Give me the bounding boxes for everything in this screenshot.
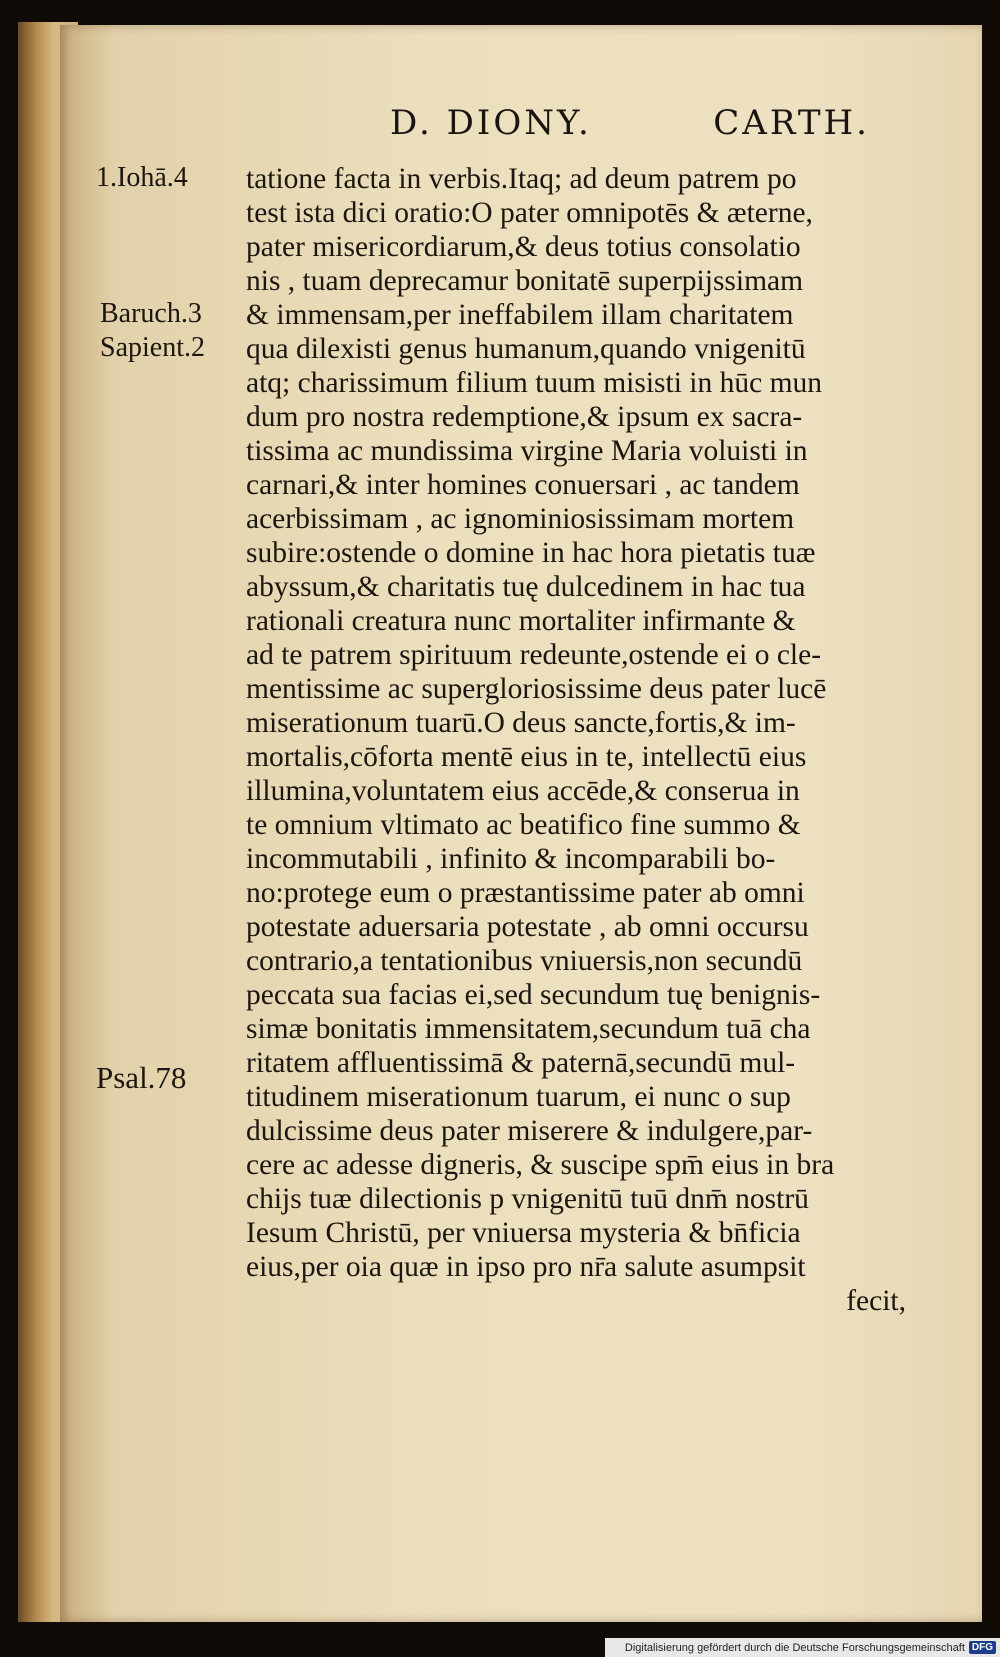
text-line: ad te patrem spirituum redeunte,ostende ei o cle- [246,639,822,671]
catchword: fecit, [846,1285,906,1317]
text-line: qua dilexisti genus humanum,quando vnigenitū [246,333,806,365]
text-line: acerbissimam , ac ignominiosissimam mortem [246,503,795,535]
running-head-left: D. DIONY. [390,103,592,143]
text-line: ritatem affluentissimā & paternā,secundū mul- [246,1047,796,1079]
digitization-footer [605,1638,1000,1657]
marginal-note-sapient: Sapient.2 [100,332,205,363]
text-line: no:protege eum o præstantissime pater ab omni [246,877,805,909]
text-line: nis , tuam deprecamur bonitatē superpijssimam [246,265,804,297]
marginal-note-iohan: 1.Iohā.4 [96,162,188,193]
text-line: abyssum,& charitatis tuę dulcedinem in hac tua [246,571,806,603]
text-line: mortalis,cōforta mentē eius in te, intellectū eius [246,741,807,773]
text-line: simæ bonitatis immensitatem,secundum tuā cha [246,1013,811,1045]
text-line: carnari,& inter homines conuersari , ac tandem [246,469,800,501]
marginal-note-psal: Psal.78 [96,1060,187,1095]
text-line: test ista dici oratio:O pater omnipotēs & æterne, [246,197,813,229]
text-line: illumina,voluntatem eius accēde,& conserua in [246,775,800,807]
text-line: mentissime ac supergloriosissime deus pater lucē [246,673,827,705]
text-line: tatione facta in verbis.Itaq; ad deum patrem po [246,163,797,195]
text-line: pater misericordiarum,& deus totius consolatio [246,231,801,263]
text-line: peccata sua facias ei,sed secundum tuę benignis- [246,979,821,1011]
text-line: tissima ac mundissima virgine Maria voluisti in [246,435,808,467]
text-line: potestate aduersaria potestate , ab omni occursu [246,911,809,943]
body-text [246,162,916,1318]
running-head [390,103,870,143]
text-line: dulcissime deus pater miserere & indulgere,par- [246,1115,813,1147]
text-line: eius,per oia quæ in ipso pro nr̄a salute asumpsit [246,1251,806,1283]
text-line: Iesum Christū, per vniuersa mysteria & bn̄ficia [246,1217,801,1249]
text-line: subire:ostende o domine in hac hora pietatis tuæ [246,537,816,569]
text-line: incommutabili , infinito & incomparabili bo- [246,843,776,875]
text-line: atq; charissimum filium tuum misisti in hūc mun [246,367,823,399]
dfg-logo-icon: DFG [969,1641,996,1654]
marginal-note-baruch: Baruch.3 [100,298,202,329]
text-line: dum pro nostra redemptione,& ipsum ex sacra- [246,401,803,433]
text-line: chijs tuæ dilectionis p vnigenitū tuū dnm̄ nostrū [246,1183,809,1215]
text-line: contrario,a tentationibus vniuersis,non secundū [246,945,803,977]
text-line: & immensam,per ineffabilem illam charitatem [246,299,794,331]
text-line: titudinem miserationum tuarum, ei nunc o sup [246,1081,791,1113]
text-line: miserationum tuarū.O deus sancte,fortis,& im- [246,707,796,739]
text-line: cere ac adesse digneris, & suscipe spm̄ eius in bra [246,1149,835,1181]
text-line: rationali creatura nunc mortaliter infirmante & [246,605,796,637]
text-line: te omnium vltimato ac beatifico fine summo & [246,809,801,841]
footer-credit-text: Digitalisierung gefördert durch die Deutsche Forschungsgemeinschaft [624,1641,965,1654]
running-head-right: CARTH. [713,103,870,143]
